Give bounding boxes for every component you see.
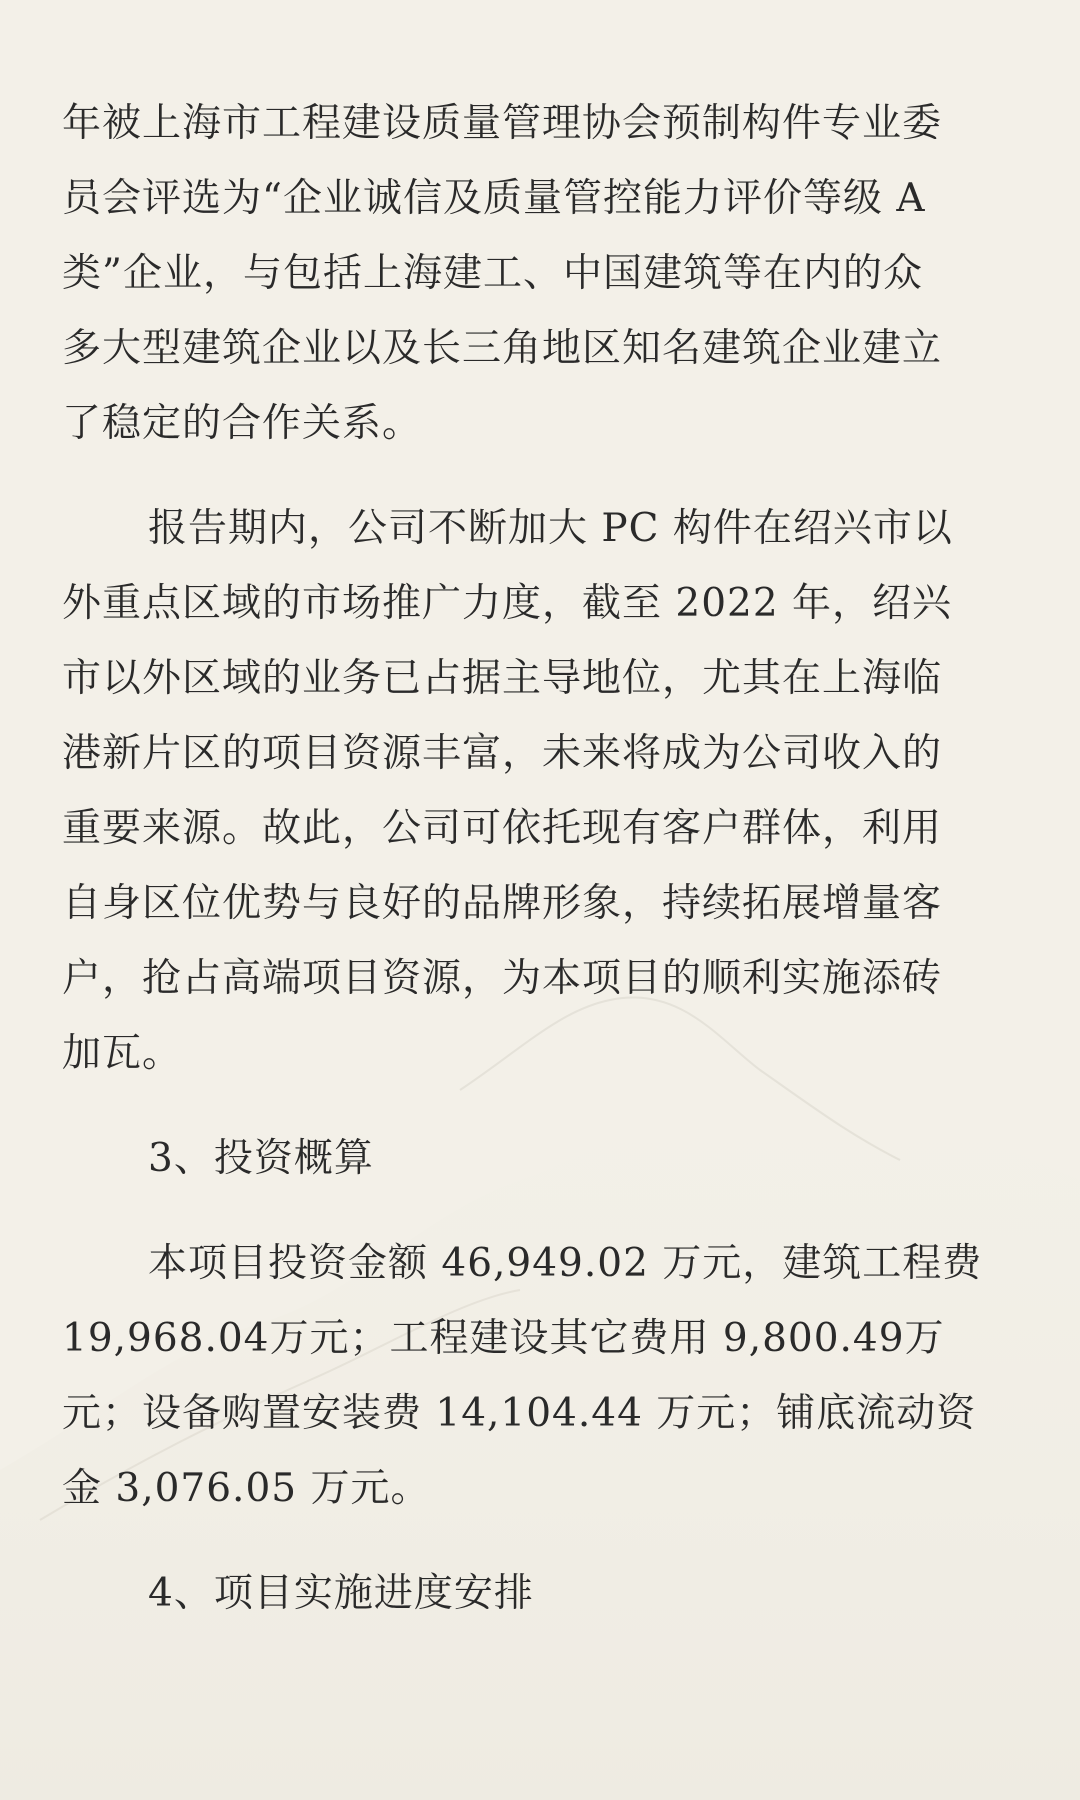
text-line: 自身区位优势与良好的品牌形象，持续拓展增量客 — [62, 881, 943, 926]
document-body — [62, 86, 1020, 1661]
text-line: 户，抢占高端项目资源，为本项目的顺利实施添砖 — [62, 956, 943, 1001]
text-line: 金 3,076.05 万元。 — [62, 1466, 431, 1511]
text-line: 19,968.04万元；工程建设其它费用 9,800.49万 — [62, 1316, 945, 1361]
text-line: 外重点区域的市场推广力度，截至 2022 年，绍兴 — [62, 581, 953, 626]
paragraph-market-expansion — [62, 491, 1020, 1091]
text-line: 重要来源。故此，公司可依托现有客户群体，利用 — [62, 806, 943, 851]
text-line: 报告期内，公司不断加大 PC 构件在绍兴市以 — [148, 506, 953, 551]
text-line: 元；设备购置安装费 14,104.44 万元；铺底流动资 — [62, 1391, 977, 1436]
text-line: 类”企业，与包括上海建工、中国建筑等在内的众 — [62, 251, 923, 296]
text-line: 了稳定的合作关系。 — [62, 401, 423, 446]
text-line: 加瓦。 — [62, 1031, 183, 1076]
text-line: 多大型建筑企业以及长三角地区知名建筑企业建立 — [62, 326, 943, 371]
paragraph-company-honors — [62, 86, 1020, 461]
text-line: 市以外区域的业务已占据主导地位，尤其在上海临 — [62, 656, 943, 701]
text-line: 员会评选为“企业诚信及质量管控能力评价等级 A — [62, 176, 926, 221]
section-heading-investment-estimate: 3、投资概算 — [148, 1136, 374, 1181]
section-heading-schedule: 4、项目实施进度安排 — [148, 1571, 534, 1616]
text-line: 本项目投资金额 46,949.02 万元，建筑工程费 — [148, 1241, 983, 1286]
text-line: 港新片区的项目资源丰富，未来将成为公司收入的 — [62, 731, 943, 776]
text-line: 年被上海市工程建设质量管理协会预制构件专业委 — [62, 101, 943, 146]
paragraph-investment-details — [62, 1226, 1020, 1526]
